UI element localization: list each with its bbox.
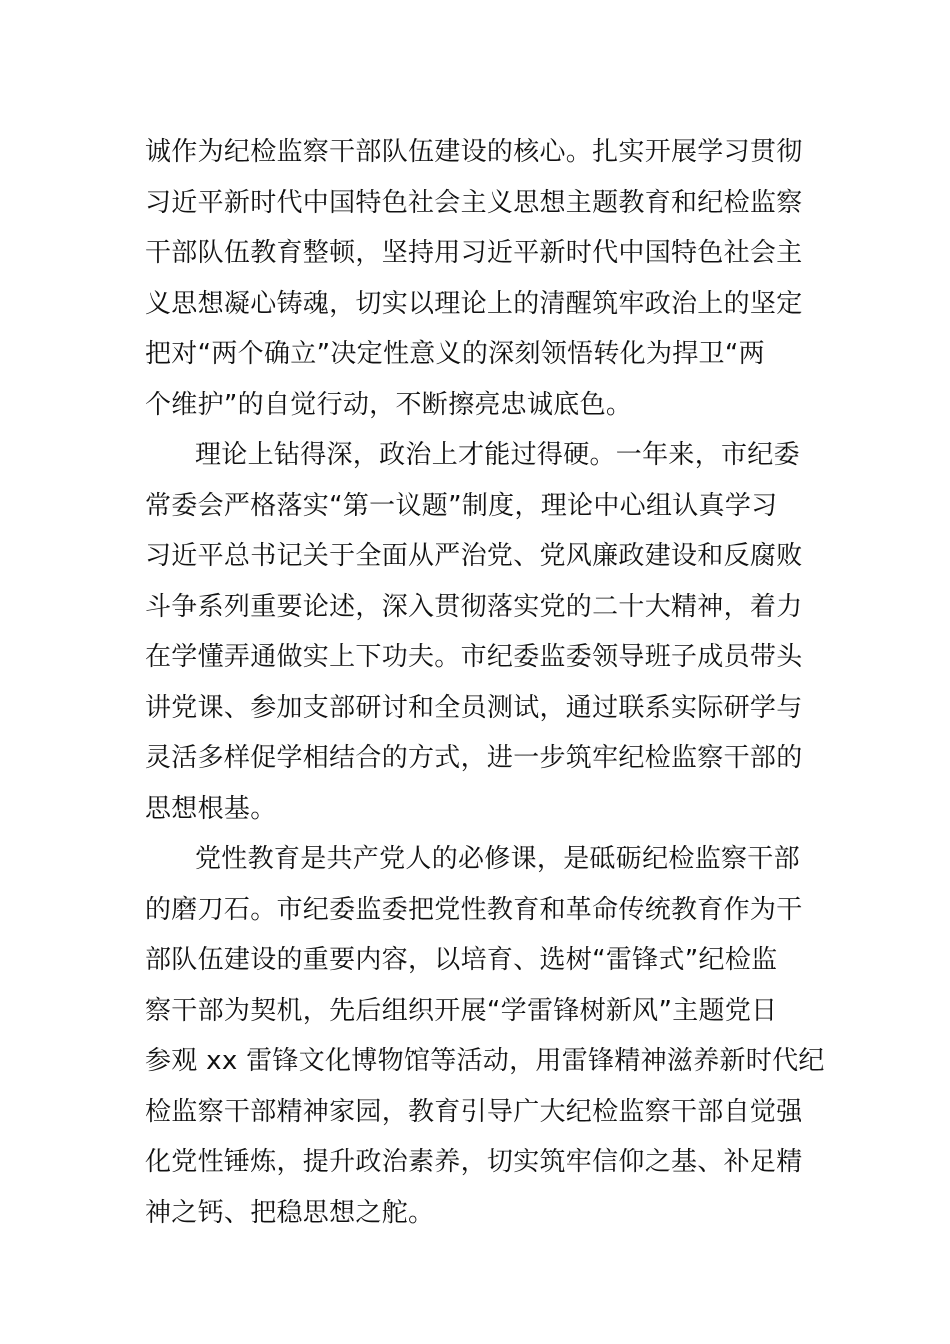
text-line: 在学懂弄通做实上下功夫。市纪委监委领导班子成员带头 — [145, 642, 803, 672]
document-body — [145, 127, 825, 1238]
text-line: 习近平新时代中国特色社会主义思想主题教育和纪检监察 — [145, 187, 803, 218]
text-line: 化党性锤炼，提升政治素养，切实筑牢信仰之基、补足精 — [145, 1147, 803, 1177]
text-line: 灵活多样促学相结合的方式，进一步筑牢纪检监察干部的 — [145, 743, 803, 773]
paragraph-3 — [145, 834, 825, 1238]
text-line: 诚作为纪检监察干部队伍建设的核心。扎实开展学习贯彻 — [145, 137, 803, 167]
text-line: 检监察干部精神家园，教育引导广大纪检监察干部自觉强 — [145, 1096, 803, 1127]
text-line: 常委会严格落实“第一议题”制度，理论中心组认真学习 — [145, 490, 778, 521]
text-line: 斗争系列重要论述，深入贯彻落实党的二十大精神，着力 — [145, 591, 803, 622]
text-line: 习近平总书记关于全面从严治党、党风廉政建设和反腐败 — [145, 541, 803, 571]
text-line: 察干部为契机，先后组织开展“学雷锋树新风”主题党日 — [145, 995, 778, 1026]
text-line: 部队伍建设的重要内容，以培育、选树“雷锋式”纪检监 — [145, 945, 778, 975]
paragraph-2 — [145, 430, 807, 834]
text-line: 个维护”的自觉行动，不断擦亮忠诚底色。 — [145, 389, 633, 420]
text-line: 义思想凝心铸魂，切实以理论上的清醒筑牢政治上的坚定 — [145, 288, 803, 319]
text-line: 的磨刀石。市纪委监委把党性教育和革命传统教育作为干 — [145, 894, 803, 925]
text-line: 参观 xx 雷锋文化博物馆等活动，用雷锋精神滋养新时代纪 — [145, 1046, 825, 1076]
text-line: 讲党课、参加支部研讨和全员测试，通过联系实际研学与 — [145, 692, 803, 723]
paragraph-1 — [145, 127, 807, 430]
text-line: 理论上钻得深，政治上才能过得硬。一年来，市纪委 — [195, 440, 800, 470]
text-line: 思想根基。 — [145, 793, 277, 824]
text-line: 干部队伍教育整顿，坚持用习近平新时代中国特色社会主 — [145, 238, 803, 268]
text-line: 神之钙、把稳思想之舵。 — [145, 1197, 435, 1228]
text-line: 把对“两个确立”决定性意义的深刻领悟转化为捍卫“两 — [145, 339, 765, 369]
text-line: 党性教育是共产党人的必修课，是砥砺纪检监察干部 — [195, 844, 800, 874]
